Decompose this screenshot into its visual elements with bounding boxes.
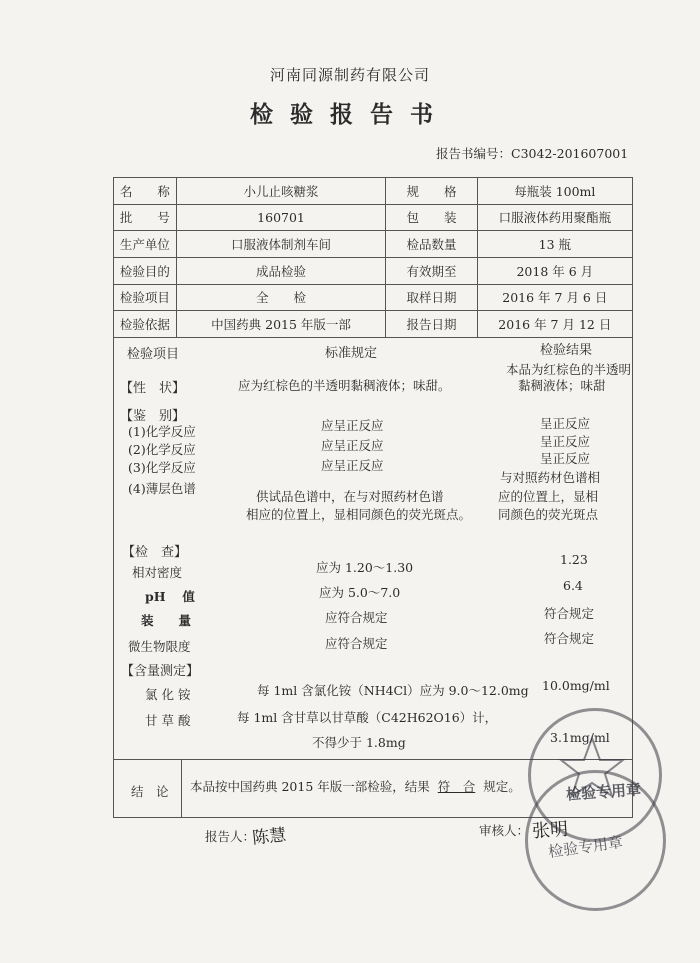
header-value: 全 检 bbox=[176, 284, 386, 311]
conclusion-text bbox=[190, 777, 521, 795]
assay-item2-result: 3.1mg/ml bbox=[550, 730, 610, 745]
header-label: 检验依据 bbox=[114, 311, 177, 338]
header-value: 2016 年 7 月 6 日 bbox=[477, 284, 632, 311]
assay-item1-name: 氯 化 铵 bbox=[145, 687, 191, 702]
column-header-result: 检验结果 bbox=[540, 343, 593, 358]
report-number-value: C3042-201607001 bbox=[511, 146, 629, 161]
header-table bbox=[113, 177, 633, 338]
table-row bbox=[114, 257, 633, 284]
section-identification: 【鉴 别】 bbox=[120, 409, 186, 424]
header-label: 批 号 bbox=[114, 204, 177, 231]
header-label: 规 格 bbox=[386, 178, 477, 205]
table-row bbox=[114, 311, 633, 338]
section-character: 【性 状】 bbox=[120, 381, 186, 396]
tlc-name: (4)薄层色谱 bbox=[128, 481, 196, 496]
inspection-item-result: 6.4 bbox=[563, 578, 583, 593]
reviewer-label: 审核人： bbox=[479, 823, 530, 838]
header-value: 口服液体制剂车间 bbox=[176, 231, 386, 258]
header-value: 小儿止咳糖浆 bbox=[176, 178, 386, 205]
header-label: 检验项目 bbox=[114, 284, 177, 311]
inspection-item-name: pH 值 bbox=[145, 589, 195, 604]
header-value: 13 瓶 bbox=[477, 231, 632, 258]
header-label: 报告日期 bbox=[386, 311, 477, 338]
header-value: 2018 年 6 月 bbox=[477, 257, 632, 284]
section-assay: 【含量测定】 bbox=[121, 664, 200, 679]
company-name: 河南同源制药有限公司 bbox=[269, 66, 430, 84]
ident-item-name: (1)化学反应 bbox=[128, 424, 196, 439]
assay-item2-name: 甘 草 酸 bbox=[145, 713, 191, 728]
reviewer-signature: 张明 bbox=[531, 818, 569, 843]
inspection-item-result: 1.23 bbox=[560, 552, 588, 567]
tlc-result-line3: 同颜色的荧光斑点 bbox=[498, 507, 599, 522]
conclusion-verdict: 符 合 bbox=[437, 779, 476, 794]
assay-item2-standard-line2: 不得少于 1.8mg bbox=[312, 735, 406, 750]
header-value: 成品检验 bbox=[176, 257, 386, 284]
assay-item1-standard: 每 1ml 含氯化铵（NH4Cl）应为 9.0～12.0mg bbox=[257, 683, 529, 698]
ident-item-result: 呈正反应 bbox=[540, 416, 591, 431]
inspection-item-result: 符合规定 bbox=[544, 631, 595, 646]
header-value: 每瓶装 100ml bbox=[477, 178, 632, 205]
header-value: 2016 年 7 月 12 日 bbox=[477, 311, 632, 338]
conclusion-text-start: 本品按中国药典 2015 年版一部检验，结果 bbox=[190, 779, 430, 794]
table-row bbox=[114, 284, 633, 311]
ident-item-standard: 应呈正反应 bbox=[321, 458, 384, 473]
header-label: 有效期至 bbox=[386, 257, 477, 284]
inspection-item-standard: 应符合规定 bbox=[325, 610, 388, 625]
tlc-standard-line2: 相应的位置上，显相同颜色的荧光斑点。 bbox=[246, 507, 472, 522]
ident-item-standard: 应呈正反应 bbox=[321, 438, 384, 453]
header-label: 名 称 bbox=[114, 178, 177, 205]
seal-text: 检验专用章 bbox=[547, 832, 624, 862]
character-result-line1: 本品为红棕色的半透明 bbox=[506, 362, 632, 377]
inspection-item-result: 符合规定 bbox=[544, 606, 595, 621]
table-row bbox=[114, 231, 633, 258]
ident-item-name: (2)化学反应 bbox=[128, 442, 196, 457]
ident-item-standard: 应呈正反应 bbox=[321, 418, 384, 433]
conclusion-column-line bbox=[181, 759, 182, 818]
character-result-line2: 黏稠液体；味甜 bbox=[518, 378, 606, 393]
inspection-item-name: 微生物限度 bbox=[128, 639, 191, 654]
inspection-item-standard: 应为 5.0～7.0 bbox=[319, 585, 401, 600]
seal-text: 检验专用章 bbox=[565, 780, 642, 804]
report-number-label: 报告书编号： bbox=[436, 146, 512, 161]
ident-item-name: (3)化学反应 bbox=[128, 460, 196, 475]
tlc-standard-line1: 供试品色谱中，在与对照药材色谱 bbox=[256, 489, 444, 504]
ident-item-result: 呈正反应 bbox=[540, 434, 591, 449]
header-label: 取样日期 bbox=[386, 284, 477, 311]
tlc-result-line1: 与对照药材色谱相 bbox=[500, 470, 601, 485]
inspection-item-name: 相对密度 bbox=[132, 565, 183, 580]
assay-item2-standard-line1: 每 1ml 含甘草以甘草酸（C42H62O16）计， bbox=[237, 710, 498, 725]
conclusion-text-end: 规定。 bbox=[483, 779, 521, 794]
table-row bbox=[114, 178, 633, 205]
header-value: 160701 bbox=[176, 204, 386, 231]
inspection-item-standard: 应符合规定 bbox=[325, 636, 388, 651]
reporter-label: 报告人： bbox=[205, 829, 256, 844]
header-label: 生产单位 bbox=[114, 231, 177, 258]
header-label: 检验目的 bbox=[114, 257, 177, 284]
reporter-signature: 陈慧 bbox=[251, 825, 288, 849]
column-header-standard: 标准规定 bbox=[325, 346, 378, 361]
ident-item-result: 呈正反应 bbox=[540, 451, 591, 466]
assay-item1-result: 10.0mg/ml bbox=[542, 678, 610, 693]
tlc-result-line2: 应的位置上，显相 bbox=[498, 489, 599, 504]
header-value: 中国药典 2015 年版一部 bbox=[176, 311, 386, 338]
report-number bbox=[436, 144, 628, 162]
inspection-item-standard: 应为 1.20～1.30 bbox=[316, 560, 414, 575]
header-label: 包 装 bbox=[386, 204, 477, 231]
conclusion-label: 结 论 bbox=[131, 784, 169, 799]
header-label: 检品数量 bbox=[386, 231, 477, 258]
column-header-item: 检验项目 bbox=[127, 347, 180, 362]
document-title: 检验报告书 bbox=[250, 102, 450, 128]
section-inspection: 【检 查】 bbox=[122, 545, 188, 560]
table-row bbox=[114, 204, 633, 231]
header-value: 口服液体药用聚酯瓶 bbox=[477, 204, 632, 231]
inspection-item-name: 装 量 bbox=[141, 613, 192, 628]
character-standard: 应为红棕色的半透明黏稠液体；味甜。 bbox=[238, 378, 451, 393]
